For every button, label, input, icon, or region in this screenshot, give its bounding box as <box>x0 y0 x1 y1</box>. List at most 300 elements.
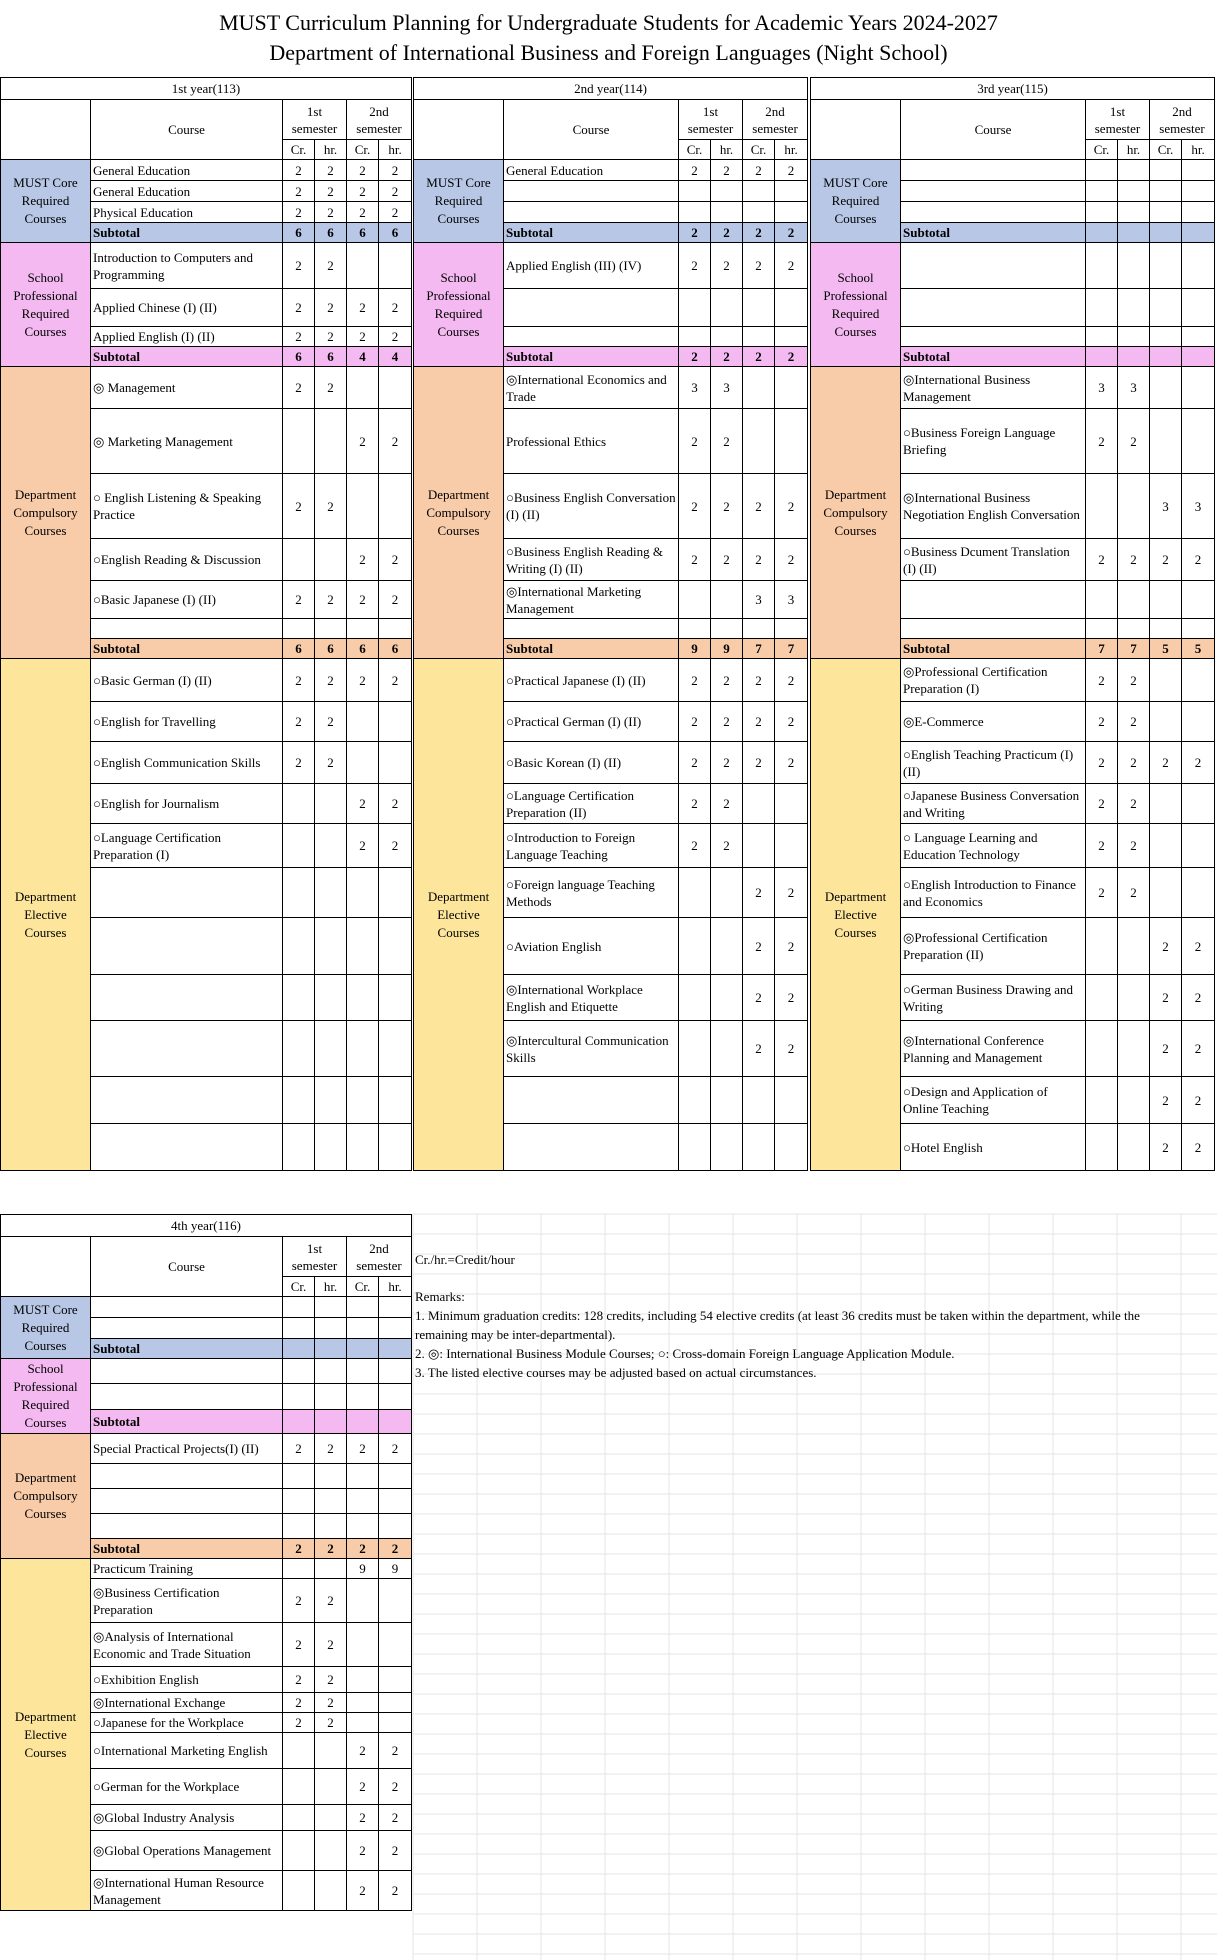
credit-value <box>283 1359 315 1384</box>
credit-value <box>347 1464 379 1489</box>
hour-value: 2 <box>379 1769 412 1805</box>
course-name: Professional Ethics <box>504 409 679 474</box>
credit-value: 2 <box>1150 742 1182 784</box>
course-name: Introduction to Computers and Programming <box>91 243 283 289</box>
subtotal-label: Subtotal <box>901 639 1086 659</box>
credit-value: 2 <box>1150 1021 1182 1077</box>
hour-value: 2 <box>711 824 743 868</box>
course-name: ○Business Foreign Language Briefing <box>901 409 1086 474</box>
credit-value <box>1086 327 1118 347</box>
credit-value: 2 <box>679 474 711 539</box>
table-row <box>1 1434 412 1464</box>
hour-value: 2 <box>315 1623 347 1667</box>
hour-value: 3 <box>1118 367 1150 409</box>
credit-value <box>283 868 315 918</box>
category-core: MUST Core Required Courses <box>414 160 504 243</box>
subtotal-hour <box>315 1409 347 1433</box>
hour-value <box>775 327 808 347</box>
credit-value: 2 <box>347 160 379 181</box>
hour-value <box>1118 1021 1150 1077</box>
hour-header: hr. <box>379 1277 412 1297</box>
hour-value <box>315 409 347 474</box>
hour-value: 2 <box>711 243 743 289</box>
credit-header: Cr. <box>347 140 379 160</box>
hour-value: 2 <box>379 202 412 223</box>
credit-value: 2 <box>743 1021 775 1077</box>
category-core: MUST Core Required Courses <box>1 1297 91 1359</box>
credit-value: 2 <box>679 539 711 581</box>
subtotal-label: Subtotal <box>91 223 283 243</box>
credit-value: 2 <box>347 289 379 327</box>
course-name: ○German for the Workplace <box>91 1769 283 1805</box>
hour-value <box>1118 975 1150 1021</box>
credit-value <box>1150 702 1182 742</box>
credit-value: 2 <box>1150 975 1182 1021</box>
credit-value <box>283 1871 315 1911</box>
hour-value <box>315 1733 347 1769</box>
credit-value: 2 <box>743 742 775 784</box>
credit-value <box>743 289 775 327</box>
hour-value <box>379 1124 412 1171</box>
credit-value <box>283 1318 315 1339</box>
course-name: ○English for Journalism <box>91 784 283 824</box>
hour-value <box>315 1805 347 1831</box>
hour-value <box>379 1489 412 1514</box>
year-table-4 <box>0 1214 412 1911</box>
subtotal-hour: 2 <box>711 347 743 367</box>
hour-value: 2 <box>379 1805 412 1831</box>
credit-value <box>283 1077 315 1124</box>
credit-value <box>1150 409 1182 474</box>
hour-value <box>315 918 347 975</box>
course-name: ◎Professional Certification Preparation (II) <box>901 918 1086 975</box>
credit-value: 2 <box>1150 918 1182 975</box>
subtotal-hour <box>379 1409 412 1433</box>
course-name <box>901 327 1086 347</box>
table-row <box>1 659 412 702</box>
hour-value: 2 <box>315 742 347 784</box>
hour-value <box>315 1489 347 1514</box>
hour-value <box>315 975 347 1021</box>
hour-value: 2 <box>1182 918 1215 975</box>
credit-value <box>743 619 775 639</box>
subtotal-credit: 6 <box>283 347 315 367</box>
hour-value <box>711 918 743 975</box>
hour-value: 2 <box>775 539 808 581</box>
hour-value: 2 <box>1182 975 1215 1021</box>
category-comp: Department Compulsory Courses <box>414 367 504 659</box>
credit-value <box>283 1733 315 1769</box>
hour-value <box>1182 327 1215 347</box>
hour-value <box>315 784 347 824</box>
hour-value: 2 <box>1182 742 1215 784</box>
subtotal-hour <box>1118 223 1150 243</box>
credit-value <box>347 1318 379 1339</box>
course-name: ○English Reading & Discussion <box>91 539 283 581</box>
credit-value <box>283 1769 315 1805</box>
subtotal-hour: 7 <box>1118 639 1150 659</box>
subtotal-hour: 6 <box>315 223 347 243</box>
table-row <box>414 367 808 409</box>
subtotal-credit: 6 <box>283 639 315 659</box>
subtotal-hour: 5 <box>1182 639 1215 659</box>
subtotal-hour: 6 <box>379 223 412 243</box>
course-name <box>91 1464 283 1489</box>
subtotal-hour: 2 <box>315 1539 347 1559</box>
hour-value: 2 <box>379 784 412 824</box>
category-prof: School Professional Required Courses <box>414 243 504 367</box>
credit-value <box>743 1077 775 1124</box>
credit-value: 2 <box>283 243 315 289</box>
course-name: ○Hotel English <box>901 1124 1086 1171</box>
subtotal-credit <box>283 1409 315 1433</box>
course-name: Applied English (I) (II) <box>91 327 283 347</box>
hour-header: hr. <box>711 140 743 160</box>
course-name: ○International Marketing English <box>91 1733 283 1769</box>
credit-value: 2 <box>679 409 711 474</box>
course-name: ◎International Business Management <box>901 367 1086 409</box>
subtotal-label: Subtotal <box>91 1409 283 1433</box>
category-elec: Department Elective Courses <box>1 659 91 1171</box>
credit-value <box>347 367 379 409</box>
remark-3: 3. The listed elective courses may be adjusted based on actual circumstances. <box>415 1365 817 1380</box>
semester-1-header: 1st semester <box>283 100 347 140</box>
credit-value: 2 <box>743 539 775 581</box>
credit-value <box>1150 289 1182 327</box>
hour-value: 2 <box>775 702 808 742</box>
semester-2-header: 2nd semester <box>743 100 808 140</box>
credit-value <box>743 409 775 474</box>
hour-value <box>379 702 412 742</box>
hour-value: 2 <box>379 160 412 181</box>
page-subtitle: Department of International Business and Foreign Languages (Night School) <box>269 40 948 65</box>
subtotal-credit: 2 <box>347 1539 379 1559</box>
year-heading: 4th year(116) <box>1 1215 412 1237</box>
course-name: ○Business English Reading & Writing (I) (II) <box>504 539 679 581</box>
credit-value: 2 <box>1086 742 1118 784</box>
hour-value <box>711 1021 743 1077</box>
course-name: ◎Intercultural Communication Skills <box>504 1021 679 1077</box>
hour-value <box>711 181 743 202</box>
credit-value: 2 <box>347 581 379 619</box>
course-name: Practicum Training <box>91 1559 283 1579</box>
credit-value: 2 <box>743 918 775 975</box>
hour-value <box>379 243 412 289</box>
hour-value: 2 <box>1182 1021 1215 1077</box>
credit-value <box>743 327 775 347</box>
credit-value <box>347 1384 379 1409</box>
course-name: ○ Language Learning and Education Technology <box>901 824 1086 868</box>
credit-value: 2 <box>743 160 775 181</box>
course-name: ◎ Management <box>91 367 283 409</box>
credit-value: 3 <box>1150 474 1182 539</box>
subtotal-credit: 7 <box>743 639 775 659</box>
credit-value <box>347 868 379 918</box>
hour-value: 2 <box>711 659 743 702</box>
category-prof: School Professional Required Courses <box>1 1359 91 1434</box>
semester-2-header: 2nd semester <box>1150 100 1215 140</box>
course-name <box>91 868 283 918</box>
hour-value <box>711 619 743 639</box>
table-row <box>414 243 808 289</box>
credit-value: 2 <box>283 1434 315 1464</box>
subtotal-label: Subtotal <box>91 1339 283 1359</box>
table-row <box>1 160 412 181</box>
credit-value <box>1086 474 1118 539</box>
remark-2: 2. ◎: International Business Module Courses; ○: Cross-domain Foreign Language Application Module. <box>415 1346 955 1361</box>
hour-value: 2 <box>379 327 412 347</box>
category-elec: Department Elective Courses <box>1 1559 91 1911</box>
table-row <box>1 1297 412 1318</box>
credit-value: 2 <box>283 367 315 409</box>
credit-value <box>283 1464 315 1489</box>
course-name: ◎International Exchange <box>91 1693 283 1713</box>
course-name: ○English Communication Skills <box>91 742 283 784</box>
credit-value <box>1086 619 1118 639</box>
credit-value <box>743 824 775 868</box>
course-name <box>504 1077 679 1124</box>
hour-value <box>315 1297 347 1318</box>
credit-value <box>283 918 315 975</box>
credit-value <box>283 1489 315 1514</box>
course-name <box>901 619 1086 639</box>
credit-value: 2 <box>1086 539 1118 581</box>
credit-value <box>1086 975 1118 1021</box>
subtotal-credit <box>347 1409 379 1433</box>
remark-1: 1. Minimum graduation credits: 128 credits, including 54 elective credits (at least 36 credits must be taken within the department, while the remaining may be inter-departmental). <box>415 1308 1140 1342</box>
hour-value: 2 <box>315 160 347 181</box>
course-name <box>91 918 283 975</box>
course-header: Course <box>901 100 1086 160</box>
hour-value <box>379 1464 412 1489</box>
credit-value <box>347 1514 379 1539</box>
credit-value <box>1150 619 1182 639</box>
credit-value: 2 <box>1086 659 1118 702</box>
credit-value <box>1086 1077 1118 1124</box>
credit-value <box>679 289 711 327</box>
category-comp: Department Compulsory Courses <box>1 1434 91 1559</box>
remarks-block <box>415 1250 1155 1382</box>
credit-value: 2 <box>283 202 315 223</box>
course-name: ◎International Marketing Management <box>504 581 679 619</box>
credit-value <box>1086 918 1118 975</box>
hour-value <box>379 1318 412 1339</box>
hour-value <box>315 1359 347 1384</box>
credit-value <box>679 868 711 918</box>
credit-value <box>347 918 379 975</box>
hour-value: 2 <box>315 1434 347 1464</box>
course-name: ○Foreign language Teaching Methods <box>504 868 679 918</box>
subtotal-label: Subtotal <box>91 639 283 659</box>
category-elec: Department Elective Courses <box>414 659 504 1171</box>
credit-value <box>283 824 315 868</box>
credit-value <box>1150 784 1182 824</box>
course-name: ○Japanese Business Conversation and Writing <box>901 784 1086 824</box>
hour-value: 2 <box>315 367 347 409</box>
subtotal-hour: 4 <box>379 347 412 367</box>
credit-value <box>1150 202 1182 223</box>
hour-value <box>315 1831 347 1871</box>
credit-value: 3 <box>743 581 775 619</box>
credit-value: 2 <box>347 824 379 868</box>
course-name: ◎International Conference Planning and Management <box>901 1021 1086 1077</box>
semester-2-header: 2nd semester <box>347 1237 412 1277</box>
hour-value <box>379 868 412 918</box>
course-name <box>504 181 679 202</box>
credit-value <box>679 1077 711 1124</box>
subtotal-label: Subtotal <box>91 1539 283 1559</box>
credit-value: 2 <box>283 1623 315 1667</box>
hour-value: 2 <box>379 289 412 327</box>
hour-header: hr. <box>1182 140 1215 160</box>
credit-value <box>347 243 379 289</box>
hour-value: 2 <box>775 474 808 539</box>
credit-value <box>283 1384 315 1409</box>
course-name: ○Business Dcument Translation (I) (II) <box>901 539 1086 581</box>
course-name <box>901 243 1086 289</box>
hour-value <box>1182 202 1215 223</box>
course-name: ○English Teaching Practicum (I) (II) <box>901 742 1086 784</box>
semester-2-header: 2nd semester <box>347 100 412 140</box>
hour-value <box>379 918 412 975</box>
credit-value: 2 <box>679 824 711 868</box>
credit-value: 2 <box>283 327 315 347</box>
hour-value <box>1182 659 1215 702</box>
credit-value <box>283 1297 315 1318</box>
hour-value <box>1182 619 1215 639</box>
credit-value: 2 <box>679 243 711 289</box>
credit-value <box>347 1021 379 1077</box>
course-name: ◎ Marketing Management <box>91 409 283 474</box>
hour-header: hr. <box>315 1277 347 1297</box>
hour-value <box>379 1579 412 1623</box>
hour-value: 2 <box>775 160 808 181</box>
hour-value: 2 <box>379 1831 412 1871</box>
hour-value <box>775 1124 808 1171</box>
subtotal-hour: 2 <box>711 223 743 243</box>
hour-value: 2 <box>315 1667 347 1693</box>
subtotal-label: Subtotal <box>91 347 283 367</box>
course-name: General Education <box>504 160 679 181</box>
course-name: ○Business English Conversation (I) (II) <box>504 474 679 539</box>
year-table-2 <box>413 77 808 1171</box>
hour-value: 2 <box>775 975 808 1021</box>
credit-value: 2 <box>283 659 315 702</box>
credit-value <box>1150 160 1182 181</box>
hour-value <box>711 1124 743 1171</box>
hour-value <box>1118 202 1150 223</box>
subtotal-hour <box>315 1339 347 1359</box>
credit-value <box>283 1805 315 1831</box>
hour-value <box>775 181 808 202</box>
hour-value <box>379 1623 412 1667</box>
credit-value: 2 <box>1150 1077 1182 1124</box>
course-name <box>504 619 679 639</box>
hour-value <box>1182 367 1215 409</box>
hour-value <box>379 1713 412 1733</box>
subtotal-hour <box>1118 347 1150 367</box>
credit-value <box>1086 181 1118 202</box>
hour-value <box>775 367 808 409</box>
hour-header: hr. <box>379 140 412 160</box>
table-row <box>1 367 412 409</box>
hour-value: 2 <box>1118 539 1150 581</box>
subtotal-credit <box>347 1339 379 1359</box>
table-row <box>811 160 1215 181</box>
hour-value <box>379 1514 412 1539</box>
credit-value <box>283 619 315 639</box>
hour-value: 2 <box>1182 539 1215 581</box>
course-name <box>91 1124 283 1171</box>
credit-value <box>1150 581 1182 619</box>
credit-value: 2 <box>283 1579 315 1623</box>
hour-value: 2 <box>379 581 412 619</box>
credit-value: 2 <box>743 243 775 289</box>
table-row <box>414 160 808 181</box>
hour-value <box>315 539 347 581</box>
credit-value: 2 <box>679 702 711 742</box>
table-row <box>811 367 1215 409</box>
subtotal-credit: 6 <box>283 223 315 243</box>
credit-value: 2 <box>283 289 315 327</box>
hour-value <box>379 975 412 1021</box>
hour-header: hr. <box>315 140 347 160</box>
hour-value <box>1182 289 1215 327</box>
credit-value <box>283 1559 315 1579</box>
table-row <box>1 1559 412 1579</box>
course-name: ◎Professional Certification Preparation (I) <box>901 659 1086 702</box>
course-name <box>91 1514 283 1539</box>
credit-value: 2 <box>347 1733 379 1769</box>
course-name: ○Language Certification Preparation (I) <box>91 824 283 868</box>
course-name: ○Basic Japanese (I) (II) <box>91 581 283 619</box>
credit-value: 2 <box>1150 539 1182 581</box>
credit-value <box>1086 243 1118 289</box>
hour-value <box>379 474 412 539</box>
hour-value <box>1182 409 1215 474</box>
semester-1-header: 1st semester <box>283 1237 347 1277</box>
hour-value <box>315 1769 347 1805</box>
hour-value: 2 <box>1118 784 1150 824</box>
hour-value <box>315 1871 347 1911</box>
hour-value <box>315 619 347 639</box>
year-heading: 2nd year(114) <box>414 78 808 100</box>
credit-value <box>347 702 379 742</box>
credit-value: 2 <box>347 1769 379 1805</box>
credit-value <box>679 181 711 202</box>
hour-value: 2 <box>775 659 808 702</box>
course-name: ○German Business Drawing and Writing <box>901 975 1086 1021</box>
course-name: ◎Business Certification Preparation <box>91 1579 283 1623</box>
semester-1-header: 1st semester <box>679 100 743 140</box>
semester-1-header: 1st semester <box>1086 100 1150 140</box>
hour-value <box>315 1384 347 1409</box>
credit-value <box>347 1077 379 1124</box>
credit-value <box>679 975 711 1021</box>
hour-value: 2 <box>1182 1077 1215 1124</box>
hour-value: 2 <box>775 918 808 975</box>
hour-value <box>379 1384 412 1409</box>
credit-value <box>283 1514 315 1539</box>
year-table-1 <box>0 77 412 1171</box>
credit-value <box>1086 581 1118 619</box>
course-name <box>901 202 1086 223</box>
hour-value: 2 <box>775 868 808 918</box>
credit-value: 2 <box>283 474 315 539</box>
hour-value <box>711 327 743 347</box>
course-name <box>504 1124 679 1171</box>
credit-value <box>1086 202 1118 223</box>
